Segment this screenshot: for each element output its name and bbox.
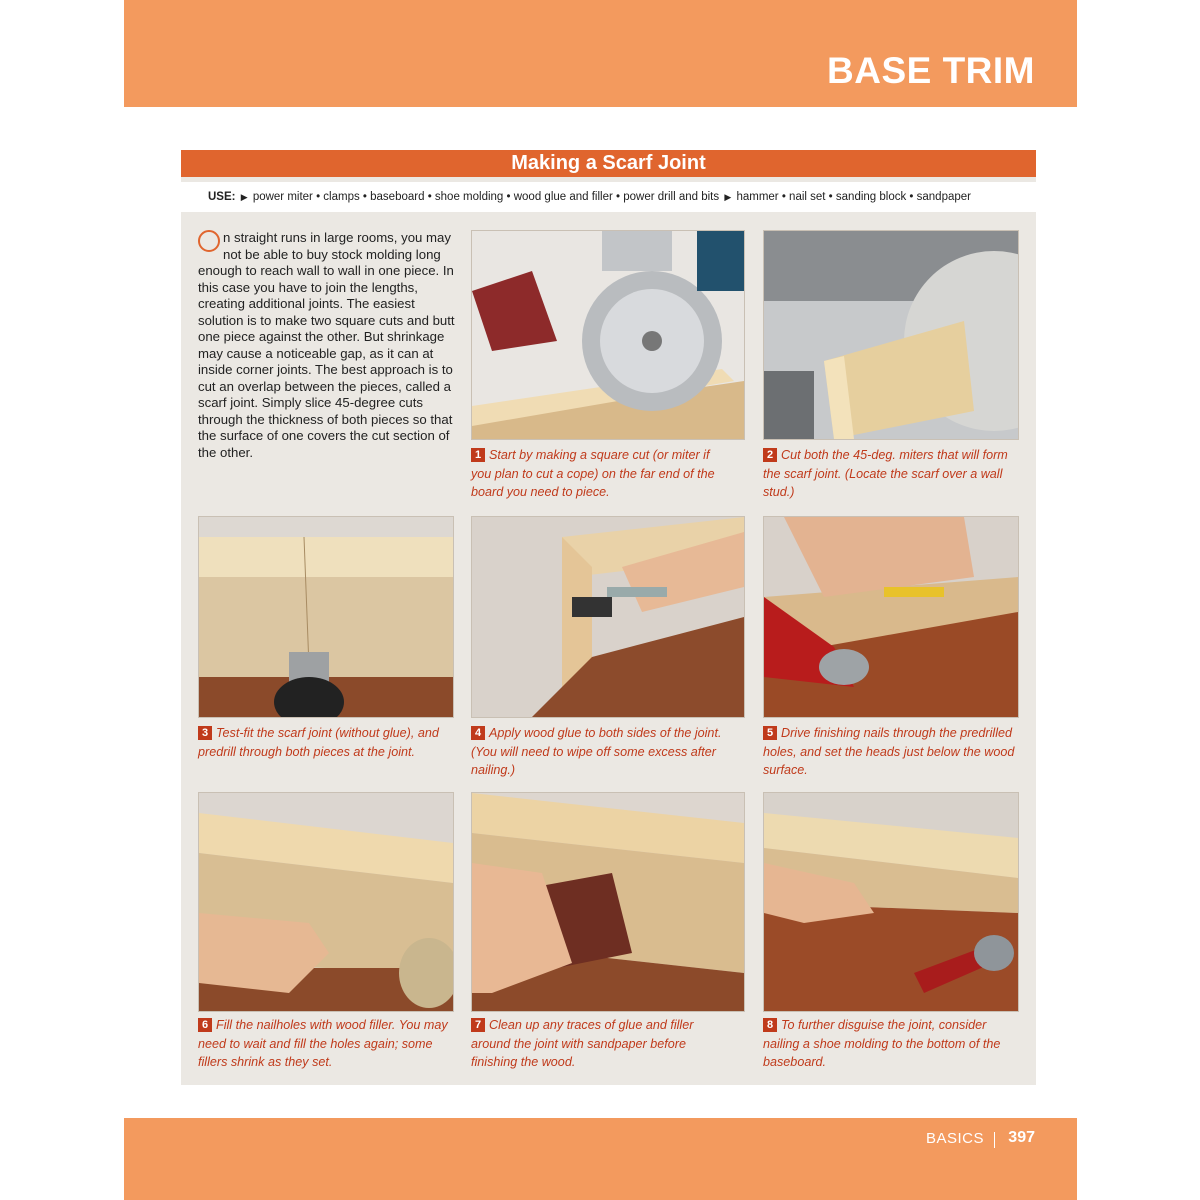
content-panel	[181, 150, 1036, 1085]
step-3-photo	[198, 516, 454, 718]
header-band	[124, 0, 1077, 107]
drop-cap-o	[198, 230, 220, 252]
step-2-photo	[763, 230, 1019, 440]
step-number: 1	[471, 448, 485, 462]
step-6-photo	[198, 792, 454, 1012]
intro-text: n straight runs in large rooms, you may not be able to buy stock molding long enough to reach wall to wall in one piece. In this case you have to join the lengths, creating additional joints. The easiest solution is to make two square cuts and butt one piece against the other. But shrinkage may cause a noticeable gap, as it can at inside corner joints. The best approach is to cut an overlap between the pieces, called a scarf joint. Simply slice 45-degree cuts through the thickness of both pieces so that the surface of one covers the cut section of the other.	[198, 230, 455, 460]
page-title: BASE TRIM	[827, 50, 1035, 91]
section-bar	[181, 150, 1036, 177]
step-number: 4	[471, 726, 485, 740]
step-5-caption: 5 Drive finishing nails through the predrilled holes, and set the heads just below the wood surface.	[763, 726, 1015, 777]
triangle-right-icon: ▶	[240, 192, 248, 202]
step-1-photo	[471, 230, 745, 440]
use-label: USE:	[208, 191, 236, 203]
footer-band	[124, 1118, 1077, 1200]
triangle-right-icon: ▶	[724, 192, 732, 202]
step-3-caption: 3 Test-fit the scarf joint (without glue), and predrill through both pieces at the joint.	[198, 726, 439, 759]
step-number: 8	[763, 1018, 777, 1032]
step-number: 3	[198, 726, 212, 740]
section-title: Making a Scarf Joint	[511, 152, 706, 174]
step-number: 6	[198, 1018, 212, 1032]
tools-list	[181, 182, 1036, 212]
step-8-caption: 8 To further disguise the joint, consider nailing a shoe molding to the bottom of the baseboard.	[763, 1018, 1001, 1069]
step-8-photo	[763, 792, 1019, 1012]
footer-divider	[994, 1132, 995, 1148]
step-number: 7	[471, 1018, 485, 1032]
step-4-photo	[471, 516, 745, 718]
step-6-caption: 6 Fill the nailholes with wood filler. You may need to wait and fill the holes again; some fillers shrink as they set.	[198, 1018, 448, 1069]
step-number: 2	[763, 448, 777, 462]
page-number: 397	[1008, 1129, 1035, 1146]
step-4-caption: 4 Apply wood glue to both sides of the joint. (You will need to wipe off some excess after nailing.)	[471, 726, 722, 777]
step-5-photo	[763, 516, 1019, 718]
step-number: 5	[763, 726, 777, 740]
tools-text-2: hammer • nail set • sanding block • sandpaper	[736, 191, 971, 203]
step-1-caption: 1 Start by making a square cut (or miter if you plan to cut a cope) on the far end of the board you need to piece.	[471, 448, 715, 499]
intro-paragraph	[198, 230, 458, 461]
step-7-caption: 7 Clean up any traces of glue and filler around the joint with sandpaper before finishing the wood.	[471, 1018, 694, 1069]
step-7-photo	[471, 792, 745, 1012]
tools-text: power miter • clamps • baseboard • shoe molding • wood glue and filler • power drill and bits	[252, 191, 720, 203]
footer-section-label: BASICS	[925, 1130, 984, 1147]
step-2-caption: 2 Cut both the 45-deg. miters that will form the scarf joint. (Locate the scarf over a wall stud.)	[763, 448, 1008, 499]
